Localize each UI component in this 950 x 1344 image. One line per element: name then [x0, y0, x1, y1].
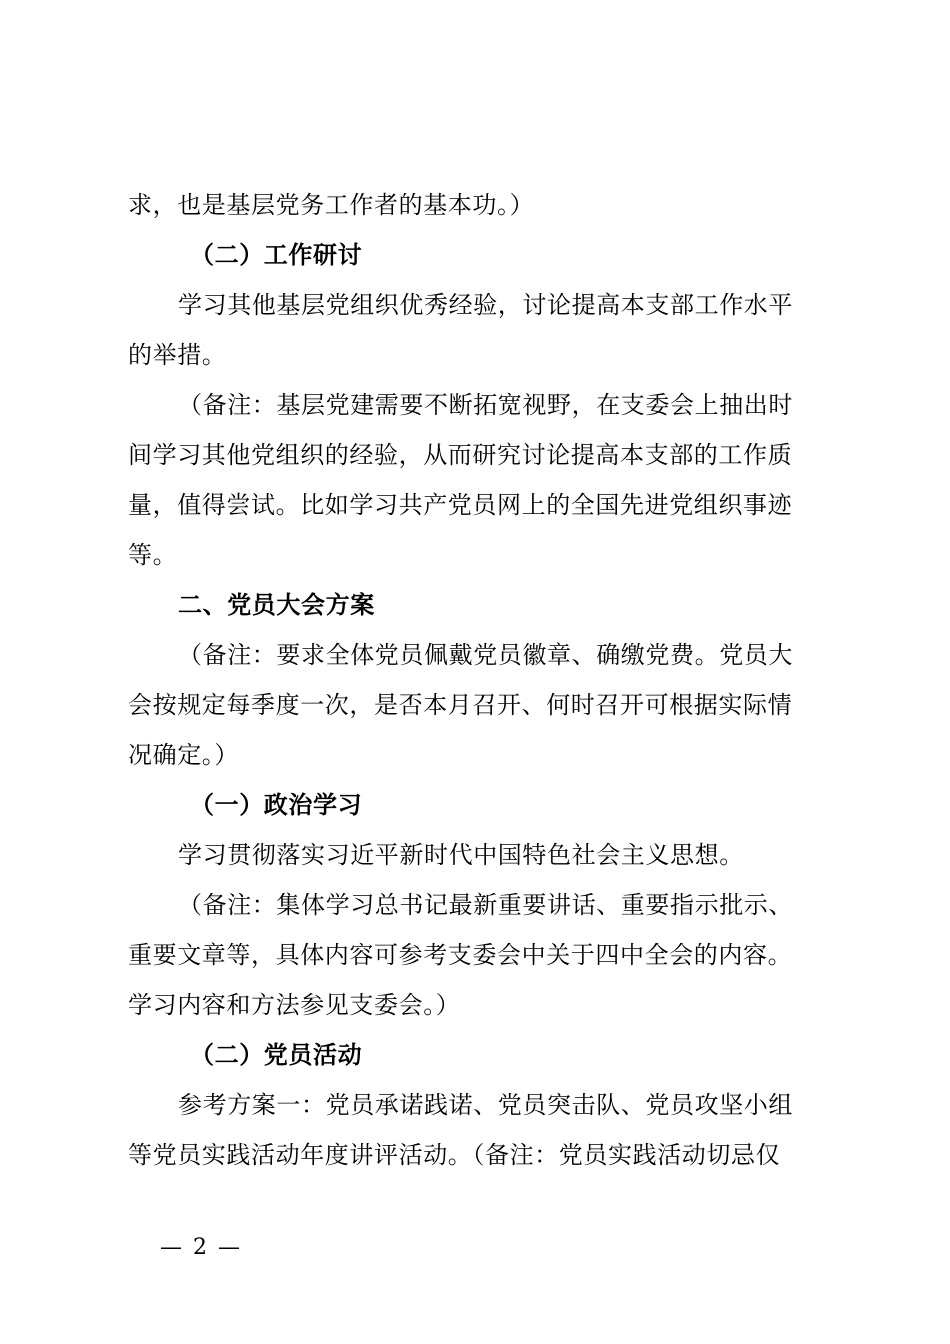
subheading-work-discussion: （二）工作研讨	[190, 241, 363, 269]
note-line: 况确定。）	[128, 741, 239, 769]
heading-party-members-meeting: 二、党员大会方案	[178, 591, 375, 619]
note-line: 会按规定每季度一次，是否本月召开、何时召开可根据实际情	[128, 691, 793, 719]
note-line: 量，值得尝试。比如学习共产党员网上的全国先进党组织事迹	[128, 491, 793, 519]
note-line: （备注：要求全体党员佩戴党员徽章、确缴党费。党员大	[178, 641, 793, 669]
note-line: （备注：基层党建需要不断拓宽视野，在支委会上抽出时	[178, 391, 793, 419]
note-line: （备注：集体学习总书记最新重要讲话、重要指示批示、	[178, 891, 793, 919]
note-line: 等。	[128, 541, 178, 569]
body-line: 的举措。	[128, 341, 227, 369]
note-line: 学习内容和方法参见支委会。）	[128, 991, 461, 1019]
subheading-party-activities: （二）党员活动	[190, 1041, 363, 1069]
body-line: 学习其他基层党组织优秀经验，讨论提高本支部工作水平	[178, 291, 793, 319]
note-line: 间学习其他党组织的经验，从而研究讨论提高本支部的工作质	[128, 441, 793, 469]
body-line: 参考方案一：党员承诺践诺、党员突击队、党员攻坚小组	[178, 1091, 793, 1119]
document-body	[128, 180, 832, 1180]
subheading-political-study: （一）政治学习	[190, 791, 363, 819]
note-line: 重要文章等，具体内容可参考支委会中关于四中全会的内容。	[128, 941, 793, 969]
body-line: 学习贯彻落实习近平新时代中国特色社会主义思想。	[178, 841, 744, 869]
body-line: 等党员实践活动年度讲评活动。（备注：党员实践活动切忌仅	[128, 1141, 781, 1169]
body-line: 求，也是基层党务工作者的基本功。）	[128, 191, 535, 219]
page-number: — 2 —	[160, 1235, 242, 1260]
